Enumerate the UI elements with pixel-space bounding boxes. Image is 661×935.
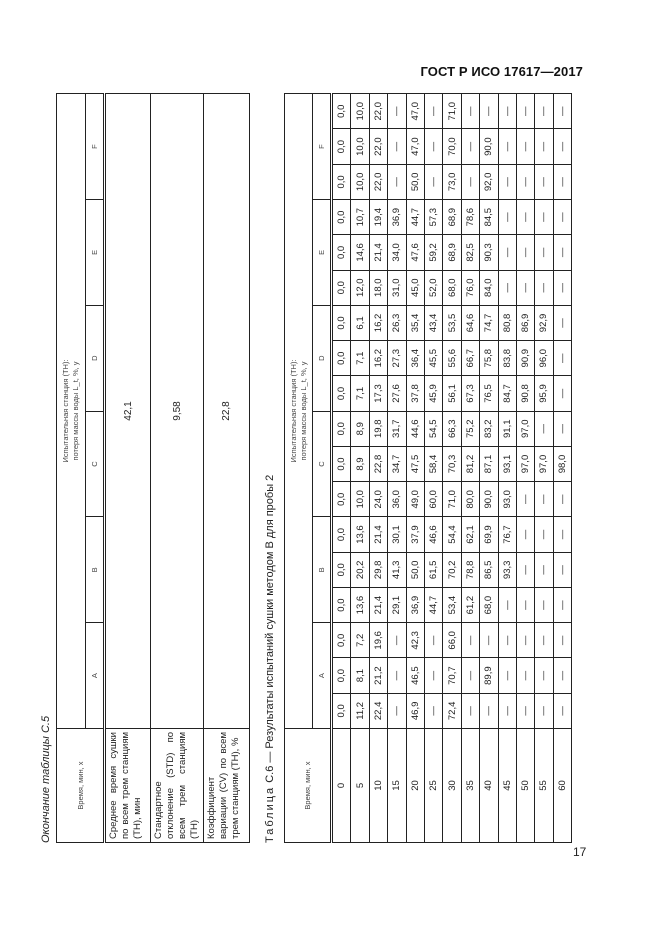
value-cell: 42,3 [406,623,424,658]
value-cell: — [388,693,406,728]
value-cell: — [553,305,571,340]
time-cell: 60 [553,729,571,843]
value-cell: 49,0 [406,482,424,517]
value-cell: 19,6 [369,623,387,658]
time-cell: 40 [480,729,498,843]
time-cell: 50 [516,729,534,843]
value-cell: 70,7 [443,658,461,693]
value-cell: 0,0 [332,587,351,622]
value-cell: — [516,129,534,164]
value-cell: — [553,129,571,164]
value-cell: 7,1 [351,341,369,376]
table-c6-body [332,94,572,843]
value-cell: — [535,658,553,693]
value-cell: 75,8 [480,341,498,376]
value-cell: 45,9 [424,376,442,411]
value-cell: — [498,129,516,164]
value-cell: 36,9 [406,587,424,622]
value-cell: — [516,552,534,587]
value-cell: 0,0 [332,270,351,305]
value-cell: 29,8 [369,552,387,587]
value-cell: 27,3 [388,341,406,376]
value-cell: — [461,693,479,728]
value-cell: — [553,517,571,552]
value-cell: 45,0 [406,270,424,305]
time-cell: 0 [332,729,351,843]
value-cell: 0,0 [332,129,351,164]
value-cell: 10,0 [351,164,369,199]
value-cell: — [535,482,553,517]
value-cell: 43,4 [424,305,442,340]
value-cell: 57,3 [424,200,442,235]
value-cell: 86,5 [480,552,498,587]
value-cell: 44,7 [406,200,424,235]
station-e-header: E [313,200,332,306]
value-cell: — [498,164,516,199]
value-cell: 21,4 [369,517,387,552]
row-value: 22,8 [204,94,250,729]
table-row [553,94,571,843]
value-cell: 66,0 [443,623,461,658]
value-cell: — [553,376,571,411]
value-cell: 35,4 [406,305,424,340]
value-cell: 97,0 [516,411,534,446]
value-cell: 87,1 [480,446,498,481]
value-cell: 56,1 [443,376,461,411]
time-cell: 45 [498,729,516,843]
value-cell: 64,6 [461,305,479,340]
value-cell: 22,0 [369,164,387,199]
value-cell: 11,2 [351,693,369,728]
value-cell: — [461,164,479,199]
value-cell: 13,6 [351,587,369,622]
station-header [285,94,313,729]
value-cell: — [516,482,534,517]
value-cell: — [535,552,553,587]
value-cell: 27,6 [388,376,406,411]
value-cell: 34,0 [388,235,406,270]
station-f-header: F [86,94,105,200]
value-cell: 13,6 [351,517,369,552]
value-cell: — [461,94,479,129]
value-cell: — [535,94,553,129]
station-c-header: C [86,411,105,517]
value-cell: 80,8 [498,305,516,340]
value-cell: 47,5 [406,446,424,481]
station-header-line2: потеря массы воды L_t, %, y [71,361,80,461]
value-cell: — [480,94,498,129]
value-cell: — [516,200,534,235]
value-cell: 69,9 [480,517,498,552]
value-cell: — [480,623,498,658]
station-f-header: F [313,94,332,200]
time-cell: 25 [424,729,442,843]
value-cell: 0,0 [332,482,351,517]
value-cell: — [553,235,571,270]
value-cell: 52,0 [424,270,442,305]
value-cell: 84,7 [498,376,516,411]
table-c6-caption [262,93,278,843]
value-cell: 78,6 [461,200,479,235]
value-cell: — [498,200,516,235]
value-cell: 0,0 [332,94,351,129]
value-cell: 29,1 [388,587,406,622]
value-cell: 50,0 [406,164,424,199]
station-d-header: D [86,305,105,411]
value-cell: — [388,658,406,693]
value-cell: 84,0 [480,270,498,305]
value-cell: 68,0 [443,270,461,305]
value-cell: 0,0 [332,200,351,235]
value-cell: 60,0 [424,482,442,517]
value-cell: — [535,517,553,552]
value-cell: 16,2 [369,305,387,340]
value-cell: — [516,623,534,658]
value-cell: — [535,200,553,235]
table-row [388,94,406,843]
value-cell: 68,0 [480,587,498,622]
value-cell: 31,7 [388,411,406,446]
value-cell: 67,3 [461,376,479,411]
value-cell: — [553,658,571,693]
value-cell: 70,0 [443,129,461,164]
table-row [424,94,442,843]
value-cell: 46,5 [406,658,424,693]
value-cell: 22,8 [369,446,387,481]
value-cell: 90,0 [480,482,498,517]
value-cell: 66,7 [461,341,479,376]
value-cell: 22,4 [369,693,387,728]
value-cell: 0,0 [332,623,351,658]
value-cell: — [388,164,406,199]
table-c5-caption: Окончание таблицы С.5 [40,715,52,843]
value-cell: — [424,129,442,164]
value-cell: 45,5 [424,341,442,376]
value-cell: — [461,129,479,164]
station-b-header: B [86,517,105,623]
value-cell: 90,3 [480,235,498,270]
value-cell: 0,0 [332,446,351,481]
value-cell: 54,4 [443,517,461,552]
station-header-line1: Испытательная станция (TH): [61,359,70,463]
time-cell: 20 [406,729,424,843]
value-cell: — [535,235,553,270]
value-cell: 86,9 [516,305,534,340]
value-cell: 21,4 [369,587,387,622]
value-cell: 90,9 [516,341,534,376]
value-cell: 92,9 [535,305,553,340]
time-cell: 15 [388,729,406,843]
table-c6 [284,93,572,843]
value-cell: 91,1 [498,411,516,446]
running-header: ГОСТ Р ИСО 17617—2017 [420,64,583,79]
table-row [498,94,516,843]
station-header-line2: потеря массы воды L_t, %, y [298,361,308,461]
value-cell: 73,0 [443,164,461,199]
value-cell: 20,2 [351,552,369,587]
page-number: 17 [573,845,587,859]
value-cell: — [535,411,553,446]
value-cell: 10,0 [351,482,369,517]
row-label: Среднее время сушки по всем трем станциям (TH), мин [105,729,151,843]
value-cell: 21,2 [369,658,387,693]
value-cell: 74,7 [480,305,498,340]
value-cell: — [516,587,534,622]
value-cell: 90,0 [480,129,498,164]
value-cell: 10,7 [351,200,369,235]
value-cell: 47,0 [406,129,424,164]
value-cell: 14,6 [351,235,369,270]
value-cell: 76,0 [461,270,479,305]
value-cell: 71,0 [443,94,461,129]
time-cell: 55 [535,729,553,843]
table-row [369,94,387,843]
value-cell: 55,6 [443,341,461,376]
row-label: Коэффициент вариации (CV) по всем трем станциям (TH), % [204,729,250,843]
value-cell: 93,1 [498,446,516,481]
value-cell: 84,5 [480,200,498,235]
value-cell: 59,2 [424,235,442,270]
value-cell: — [498,587,516,622]
table-row [105,94,151,843]
table-row [535,94,553,843]
value-cell: 0,0 [332,411,351,446]
row-value: 42,1 [105,94,151,729]
value-cell: 41,3 [388,552,406,587]
value-cell: 7,1 [351,376,369,411]
value-cell: — [535,164,553,199]
value-cell: 82,5 [461,235,479,270]
value-cell: 70,3 [443,446,461,481]
value-cell: 50,0 [406,552,424,587]
value-cell: 30,1 [388,517,406,552]
time-header: Время, мин, x [285,729,332,843]
station-a-header: A [86,623,105,729]
value-cell: 8,9 [351,411,369,446]
value-cell: 97,0 [535,446,553,481]
value-cell: 8,9 [351,446,369,481]
value-cell: — [498,693,516,728]
value-cell: — [553,693,571,728]
value-cell: 53,4 [443,587,461,622]
table-c6-caption-prefix: Таблица [264,785,276,843]
value-cell: 44,6 [406,411,424,446]
value-cell: 34,7 [388,446,406,481]
station-e-header: E [86,200,105,306]
station-d-header: D [313,305,332,411]
value-cell: — [498,658,516,693]
station-b-header: B [313,517,332,623]
value-cell: 62,1 [461,517,479,552]
value-cell: — [553,482,571,517]
table-c5 [56,93,250,843]
value-cell: 0,0 [332,693,351,728]
value-cell: — [516,235,534,270]
value-cell: — [424,623,442,658]
value-cell: 78,8 [461,552,479,587]
value-cell: 0,0 [332,552,351,587]
value-cell: 76,7 [498,517,516,552]
value-cell: — [553,270,571,305]
table-row [516,94,534,843]
value-cell: 93,0 [498,482,516,517]
time-cell: 35 [461,729,479,843]
table-row [204,94,250,843]
value-cell: — [498,270,516,305]
value-cell: 83,8 [498,341,516,376]
value-cell: 92,0 [480,164,498,199]
value-cell: 0,0 [332,517,351,552]
table-c6-caption-text: С.6 — Результаты испытаний сушки методом В для пробы 2 [264,474,276,783]
value-cell: 96,0 [535,341,553,376]
value-cell: — [553,411,571,446]
time-cell: 5 [351,729,369,843]
value-cell: — [388,129,406,164]
value-cell: 17,3 [369,376,387,411]
value-cell: — [553,341,571,376]
station-c-header: C [313,411,332,517]
value-cell: 18,0 [369,270,387,305]
value-cell: 0,0 [332,341,351,376]
table-row [351,94,369,843]
value-cell: — [498,623,516,658]
value-cell: 37,9 [406,517,424,552]
value-cell: — [535,693,553,728]
value-cell: — [535,129,553,164]
value-cell: — [516,658,534,693]
value-cell: — [553,552,571,587]
table-row [332,94,351,843]
value-cell: — [535,270,553,305]
station-a-header: A [313,623,332,729]
value-cell: 47,6 [406,235,424,270]
table-row [151,94,204,843]
value-cell: 36,9 [388,200,406,235]
value-cell: — [553,587,571,622]
value-cell: 90,8 [516,376,534,411]
value-cell: — [461,623,479,658]
value-cell: 95,9 [535,376,553,411]
value-cell: 0,0 [332,235,351,270]
value-cell: 71,0 [443,482,461,517]
value-cell: — [498,235,516,270]
value-cell: 61,2 [461,587,479,622]
value-cell: 72,4 [443,693,461,728]
value-cell: 19,8 [369,411,387,446]
value-cell: 10,0 [351,94,369,129]
value-cell: 70,2 [443,552,461,587]
value-cell: 12,0 [351,270,369,305]
value-cell: 93,3 [498,552,516,587]
value-cell: 36,4 [406,341,424,376]
value-cell: 6,1 [351,305,369,340]
time-header: Время, мин, x [57,729,105,843]
value-cell: — [516,693,534,728]
value-cell: 54,5 [424,411,442,446]
value-cell: 0,0 [332,305,351,340]
value-cell: 44,7 [424,587,442,622]
value-cell: 31,0 [388,270,406,305]
value-cell: — [388,623,406,658]
value-cell: 22,0 [369,94,387,129]
value-cell: 0,0 [332,658,351,693]
value-cell: — [516,94,534,129]
value-cell: — [553,164,571,199]
value-cell: — [516,164,534,199]
value-cell: 89,9 [480,658,498,693]
station-header [57,94,86,729]
row-label: Стандартное отклонение (STD) по всем трем станциям (TH) [151,729,204,843]
value-cell: 37,8 [406,376,424,411]
value-cell: — [516,517,534,552]
value-cell: 53,5 [443,305,461,340]
table-row [406,94,424,843]
value-cell: 83,2 [480,411,498,446]
value-cell: 21,4 [369,235,387,270]
value-cell: 46,9 [406,693,424,728]
value-cell: — [553,200,571,235]
value-cell: — [424,94,442,129]
value-cell: 68,9 [443,235,461,270]
value-cell: 16,2 [369,341,387,376]
value-cell: — [535,623,553,658]
value-cell: — [461,658,479,693]
value-cell: 22,0 [369,129,387,164]
rotated-landscape-content [38,93,583,843]
value-cell: 46,6 [424,517,442,552]
value-cell: 19,4 [369,200,387,235]
value-cell: 75,2 [461,411,479,446]
value-cell: 76,5 [480,376,498,411]
time-cell: 30 [443,729,461,843]
value-cell: 81,2 [461,446,479,481]
time-cell: 10 [369,729,387,843]
value-cell: 26,3 [388,305,406,340]
value-cell: 68,9 [443,200,461,235]
value-cell: — [498,94,516,129]
value-cell: — [388,94,406,129]
table-row [461,94,479,843]
value-cell: 98,0 [553,446,571,481]
value-cell: 0,0 [332,376,351,411]
row-value: 9,58 [151,94,204,729]
value-cell: — [424,658,442,693]
value-cell: 8,1 [351,658,369,693]
value-cell: 97,0 [516,446,534,481]
value-cell: — [553,94,571,129]
table-row [443,94,461,843]
value-cell: — [535,587,553,622]
value-cell: 58,4 [424,446,442,481]
value-cell: — [516,270,534,305]
value-cell: 66,3 [443,411,461,446]
value-cell: 0,0 [332,164,351,199]
value-cell: 61,5 [424,552,442,587]
table-row [480,94,498,843]
value-cell: 47,0 [406,94,424,129]
value-cell: 10,0 [351,129,369,164]
value-cell: 80,0 [461,482,479,517]
value-cell: 24,0 [369,482,387,517]
value-cell: — [553,623,571,658]
value-cell: — [424,693,442,728]
value-cell: 7,2 [351,623,369,658]
value-cell: — [480,693,498,728]
value-cell: 36,0 [388,482,406,517]
value-cell: — [424,164,442,199]
station-header-line1: Испытательная станция (TH): [288,359,298,463]
